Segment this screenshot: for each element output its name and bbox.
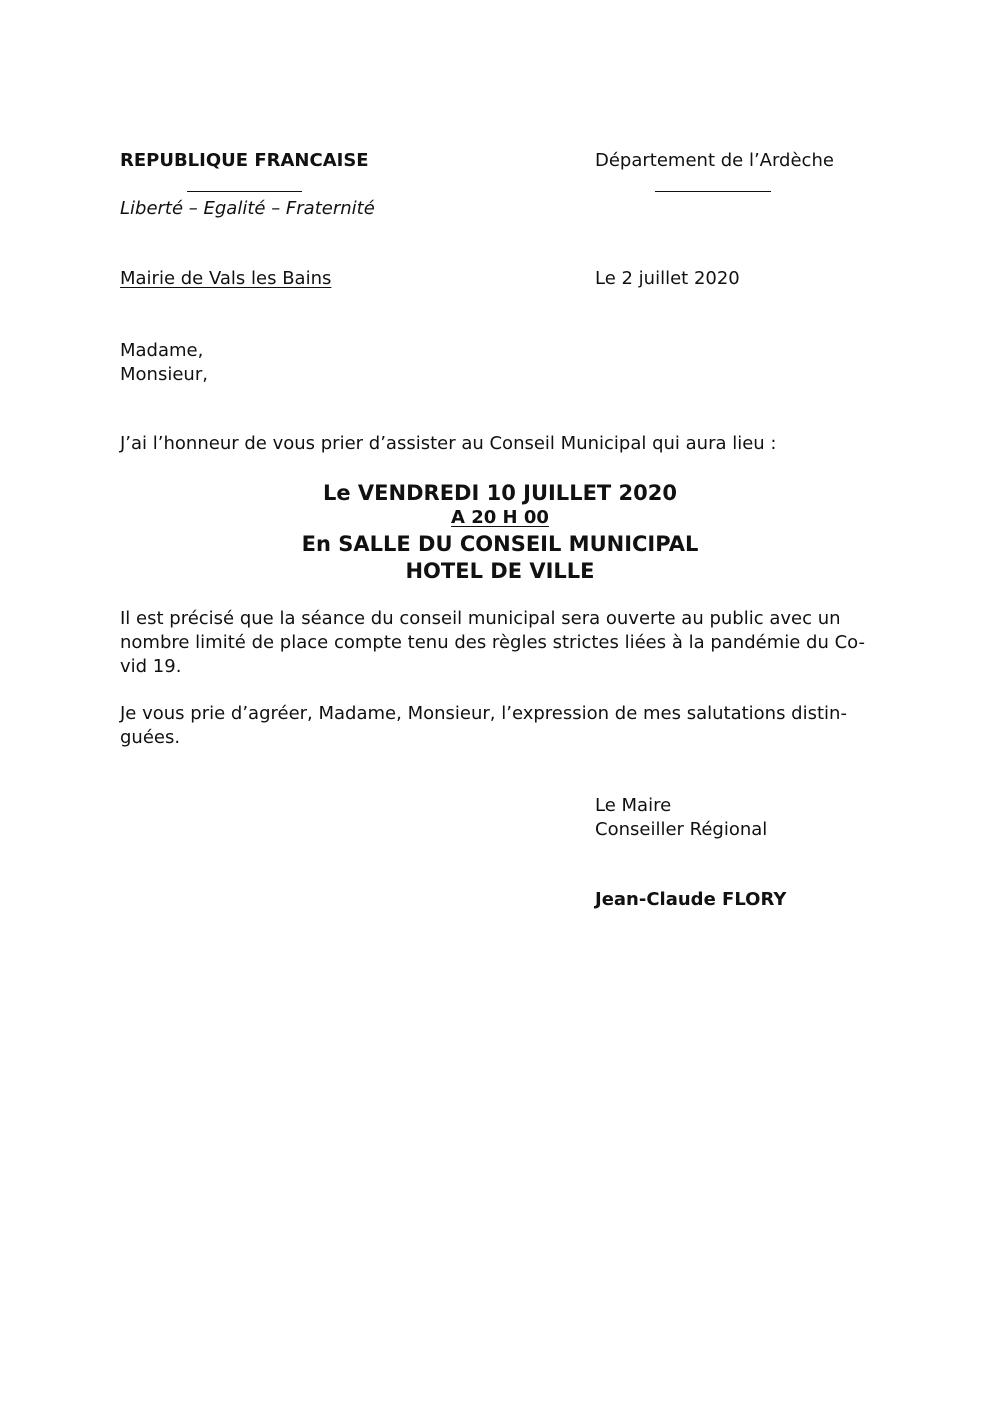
department-title: Département de l’Ardèche (595, 150, 834, 171)
letter-date: Le 2 juillet 2020 (595, 268, 740, 289)
closing-line: guées. (120, 727, 181, 748)
event-place: En SALLE DU CONSEIL MUNICIPAL (301, 532, 699, 556)
republic-title: REPUBLIQUE FRANCAISE (120, 150, 369, 171)
event-date: Le VENDREDI 10 JUILLET 2020 (322, 481, 678, 505)
closing-paragraph (120, 702, 870, 750)
signature-role-maire: Le Maire (595, 795, 672, 816)
event-time: A 20 H 00 (451, 507, 549, 528)
signature-name: Jean-Claude FLORY (595, 889, 787, 910)
closing-line: Je vous prie d’agréer, Madame, Monsieur, l’expression de mes salutations distin- (120, 703, 847, 724)
intro-paragraph: J’ai l’honneur de vous prier d’assister au Conseil Municipal qui aura lieu : (120, 433, 777, 454)
left-header-rule (187, 191, 302, 192)
right-header-rule (655, 191, 771, 192)
republic-motto: Liberté – Egalité – Fraternité (120, 198, 375, 219)
notice-line: Il est précisé que la séance du conseil municipal sera ouverte au public avec un (120, 608, 841, 629)
salutation-monsieur: Monsieur, (120, 364, 208, 385)
notice-line: vid 19. (120, 656, 182, 677)
salutation-madame: Madame, (120, 340, 204, 361)
notice-paragraph (120, 607, 870, 679)
sender-name: Mairie de Vals les Bains (120, 268, 332, 289)
event-building: HOTEL DE VILLE (405, 559, 595, 583)
signature-role-conseiller: Conseiller Régional (595, 819, 768, 840)
notice-line: nombre limité de place compte tenu des règles strictes liées à la pandémie du Co- (120, 632, 865, 653)
